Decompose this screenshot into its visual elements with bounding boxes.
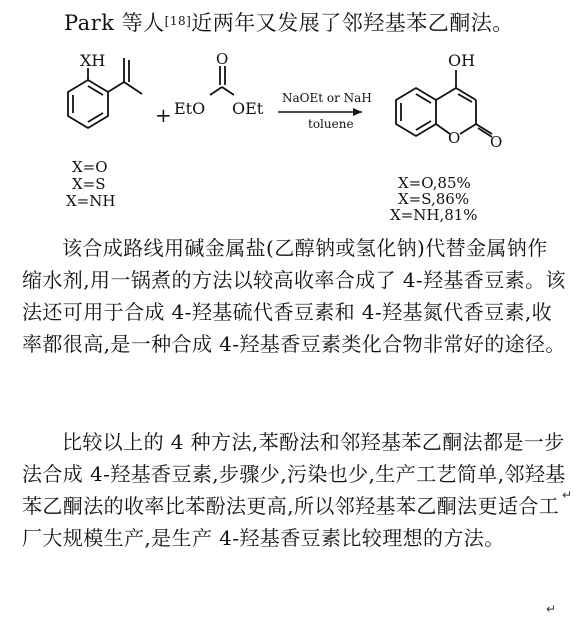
reaction-scheme xyxy=(50,40,570,230)
arrow-condition-below: toluene xyxy=(308,117,354,131)
x-option-s: X=S xyxy=(72,175,106,193)
paragraph-method-comparison: 比较以上的 4 种方法,苯酚法和邻羟基苯乙酮法都是一步法合成 4-羟基香豆素,步骤少,污染也少,生产工艺简单,邻羟基苯乙酮法的收率比苯酚法更高,所以邻羟基苯乙酮法更适合工厂大规模生产,是生产 4-羟基香豆素比较理想的方法。 xyxy=(22,430,566,550)
product-oh: OH xyxy=(448,51,476,70)
reaction-arrowhead xyxy=(353,108,362,116)
paragraph-mark-1: ↵ xyxy=(562,488,573,502)
heading-suffix: 近两年又发展了邻羟基苯乙酮法。 xyxy=(191,11,514,35)
yield-o: X=O,85% xyxy=(398,174,471,192)
reagent-etO: EtO xyxy=(174,99,206,118)
x-option-nh: X=NH xyxy=(66,192,116,210)
yield-s: X=S,86% xyxy=(398,190,470,208)
arrow-condition-above: NaOEt or NaH xyxy=(282,91,372,105)
reference-superscript: [18] xyxy=(164,14,192,28)
paragraph-mark-2: ↵ xyxy=(546,602,557,616)
paragraph-synthesis-route: 该合成路线用碱金属盐(乙醇钠或氢化钠)代替金属钠作缩水剂,用一锅煮的方法以较高收率合成了 4-羟基香豆素。该法还可用于合成 4-羟基硫代香豆素和 4-羟基氮代香豆素,收率都很高,是一种合成 4-羟基香豆素类化合物非常好的途径。 xyxy=(22,236,566,356)
x-option-o: X=O xyxy=(72,158,108,176)
reagent-carbonate xyxy=(210,66,234,95)
product-ring-o: O xyxy=(448,129,461,147)
plus-sign: + xyxy=(155,103,172,127)
product-coumarin xyxy=(396,70,492,137)
reagent-oEt: OEt xyxy=(232,99,264,118)
reaction-scheme-svg xyxy=(50,40,570,230)
reactant-sub-label: XH xyxy=(80,51,106,70)
heading-prefix: Park 等人 xyxy=(64,11,165,35)
product-carbonyl-o: O xyxy=(490,133,503,151)
yield-nh: X=NH,81% xyxy=(390,206,478,224)
heading xyxy=(64,8,564,38)
reagent-carbonyl-o: O xyxy=(216,50,229,68)
